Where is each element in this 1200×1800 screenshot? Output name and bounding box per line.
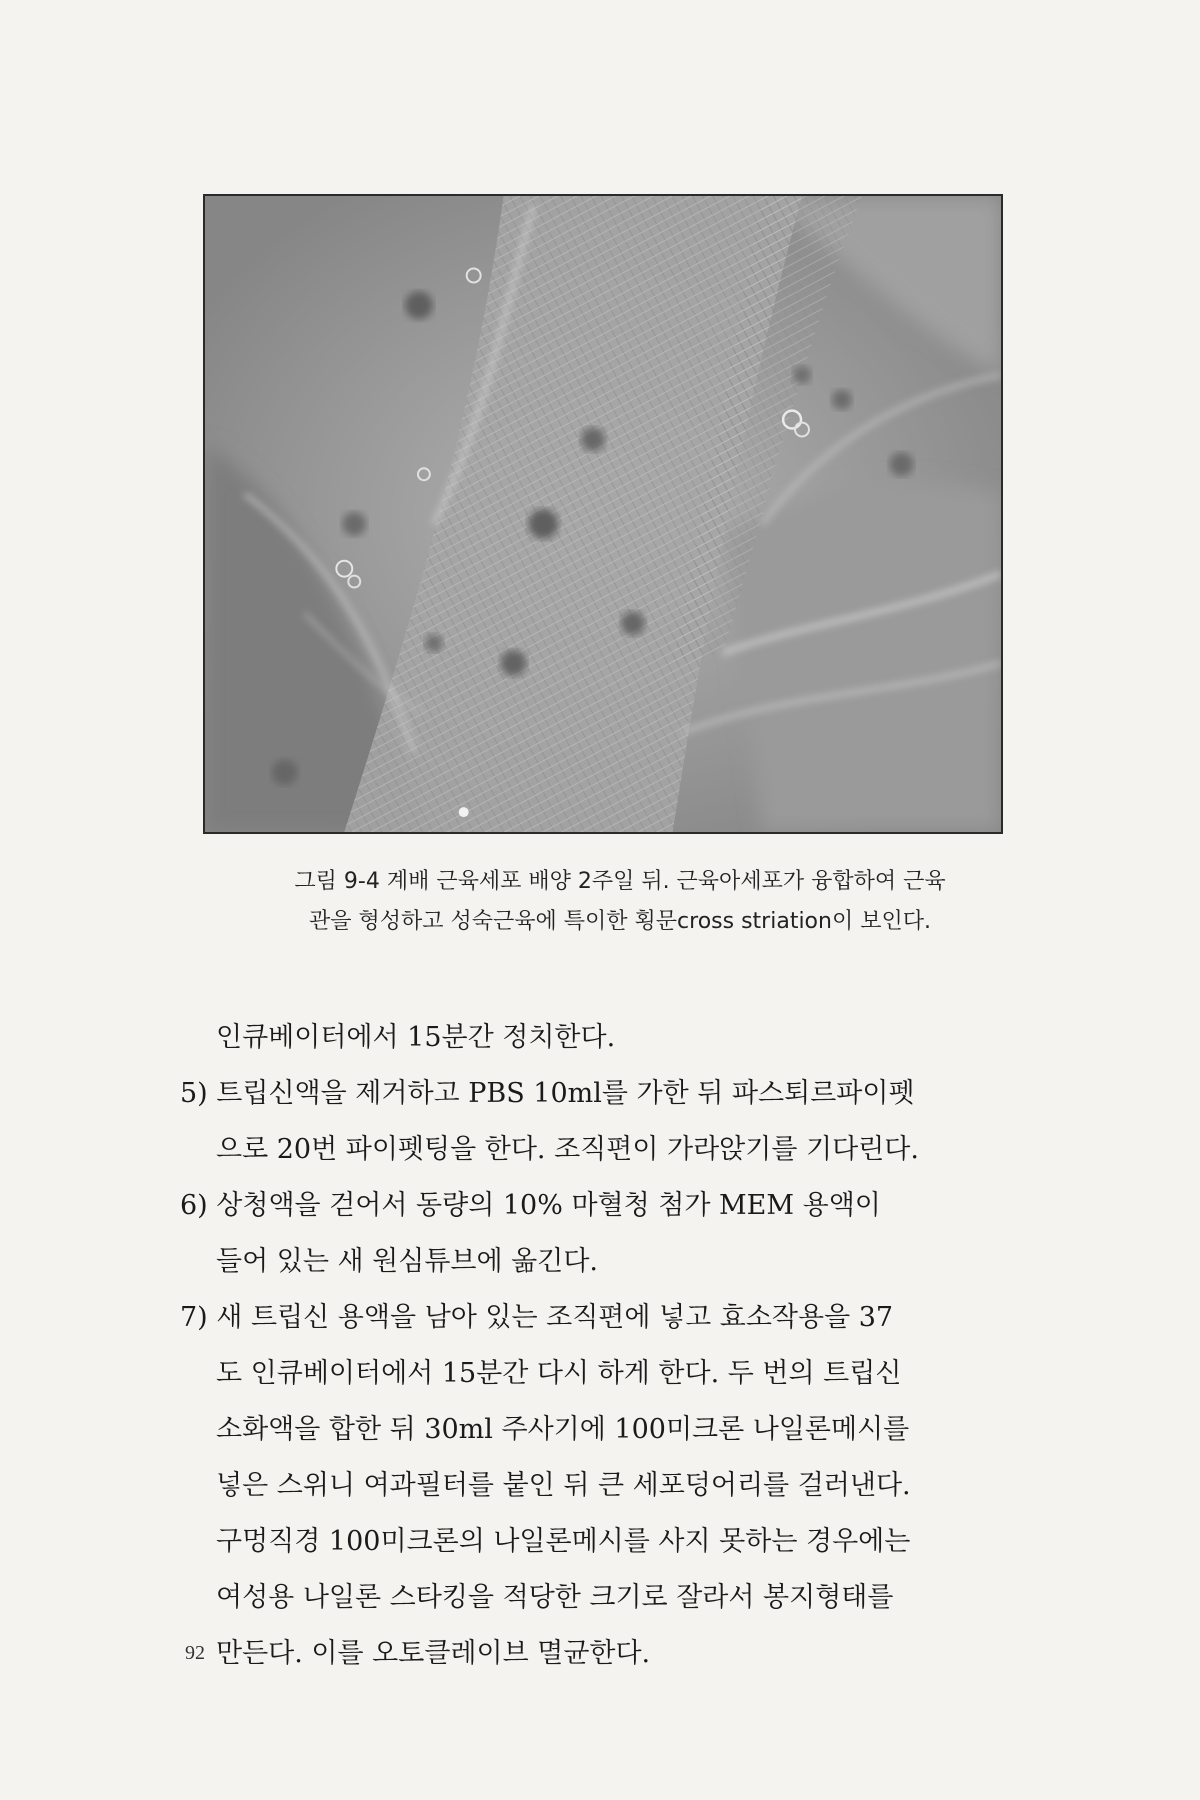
micrograph-figure — [203, 194, 1003, 834]
text-line: 인큐베이터에서 15분간 정치한다. — [216, 1022, 616, 1053]
caption-line: 관을 형성하고 성숙근육에 특이한 횡문cross striation이 보인다. — [309, 909, 931, 934]
text-line: 만든다. 이를 오토클레이브 멸균한다. — [216, 1638, 651, 1669]
text-line: 으로 20번 파이펫팅을 한다. 조직편이 가라앉기를 기다린다. — [216, 1134, 919, 1165]
text-line: 들어 있는 새 원심튜브에 옮긴다. — [216, 1246, 598, 1277]
text-line: 넣은 스위니 여과필터를 붙인 뒤 큰 세포덩어리를 걸러낸다. — [216, 1470, 911, 1501]
micrograph-image — [205, 196, 1001, 832]
text-line: 5) 트립신액을 제거하고 PBS 10ml를 가한 뒤 파스퇴르파이펫 — [180, 1078, 915, 1109]
text-line: 여성용 나일론 스타킹을 적당한 크기로 잘라서 봉지형태를 — [216, 1582, 894, 1613]
text-line: 소화액을 합한 뒤 30ml 주사기에 100미크론 나일론메시를 — [216, 1414, 910, 1445]
page-number: 92 — [185, 1642, 205, 1664]
text-line: 6) 상청액을 걷어서 동량의 10% 마혈청 첨가 MEM 용액이 — [180, 1190, 881, 1221]
caption-line: 그림 9-4 계배 근육세포 배양 2주일 뒤. 근육아세포가 융합하여 근육 — [294, 869, 946, 894]
text-line: 도 인큐베이터에서 15분간 다시 하게 한다. 두 번의 트립신 — [216, 1358, 902, 1389]
body-text — [180, 1010, 1050, 1682]
text-line: 구멍직경 100미크론의 나일론메시를 사지 못하는 경우에는 — [216, 1526, 911, 1557]
text-line: 7) 새 트립신 용액을 남아 있는 조직편에 넣고 효소작용을 37 — [180, 1302, 894, 1333]
figure-caption — [190, 862, 1050, 942]
